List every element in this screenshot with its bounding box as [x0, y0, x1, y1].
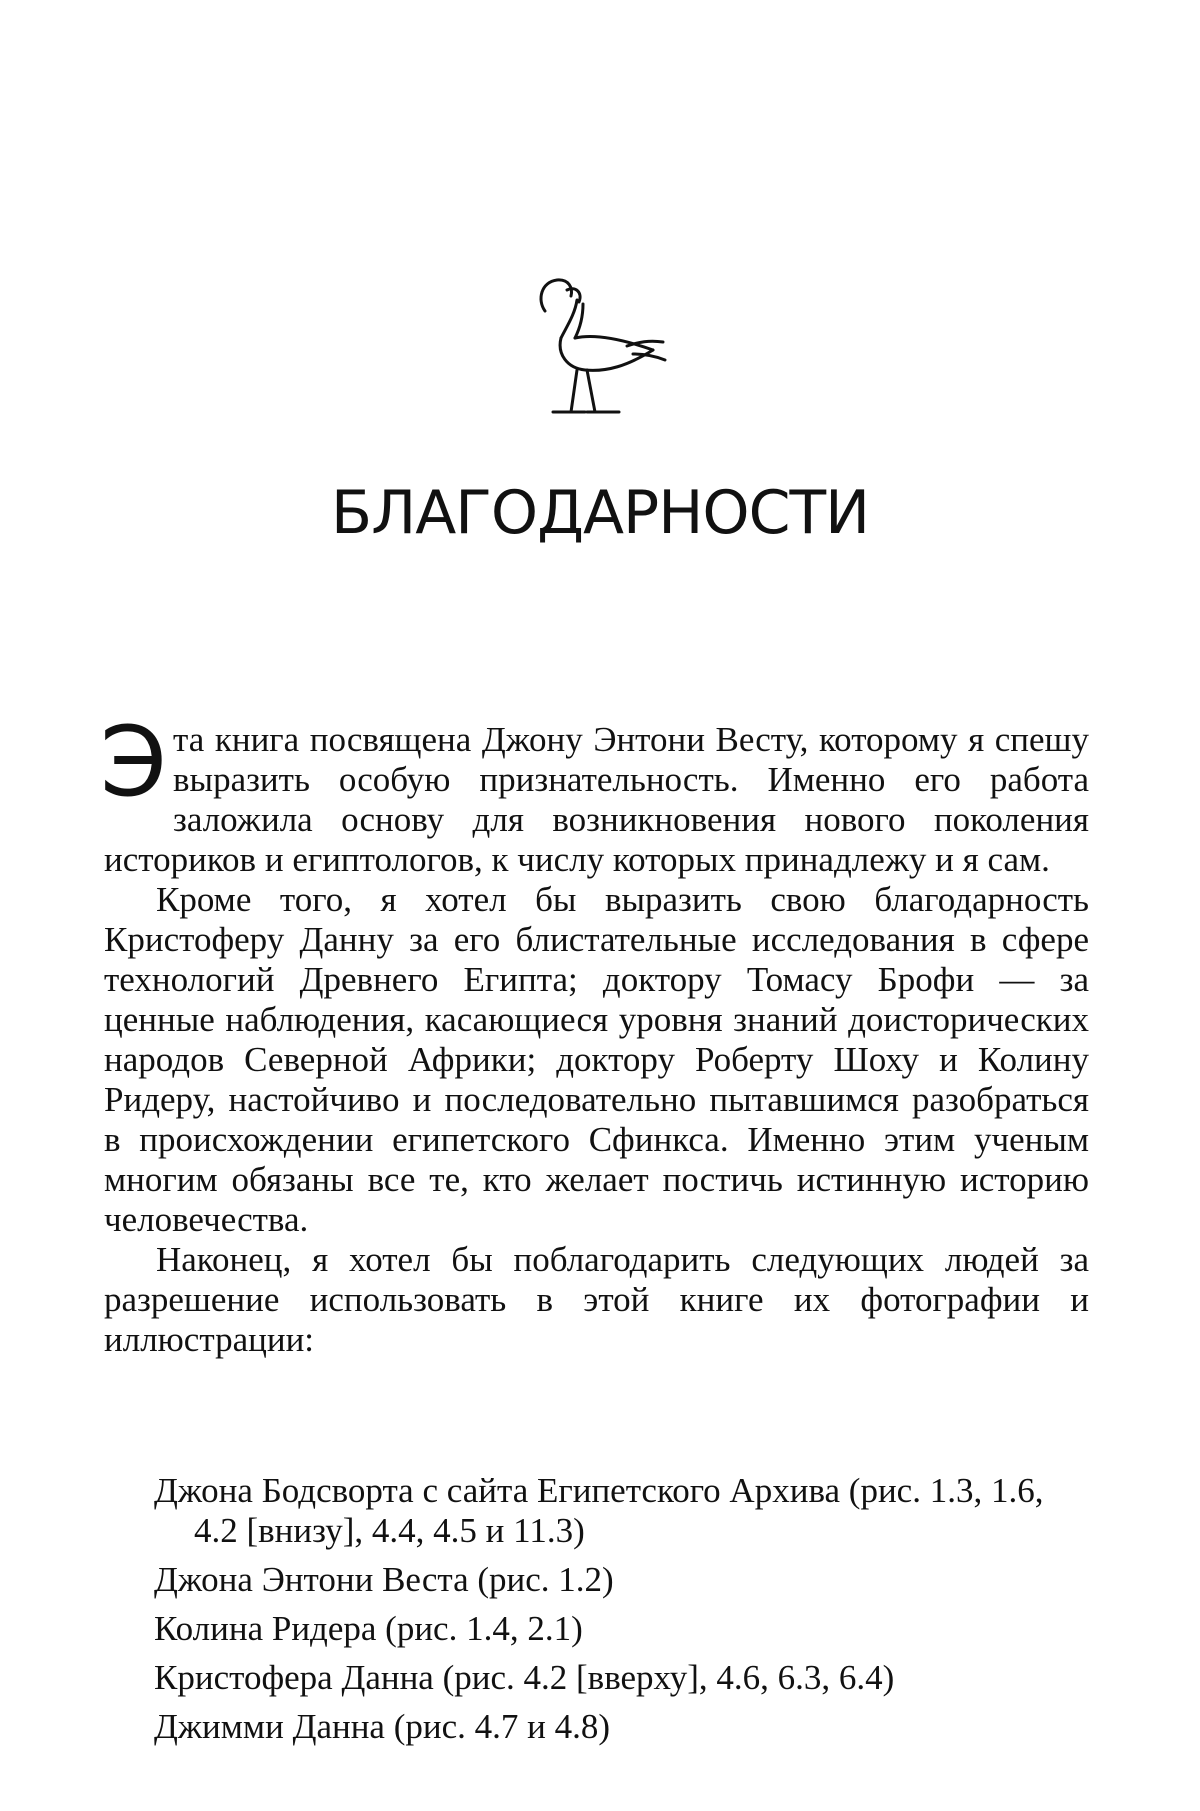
- paragraph-scholars: Кроме того, я хотел бы выразить свою благодарность Кристоферу Данну за его блистательные исследования в сфере технологий Древнего Египта; доктору Томасу Брофи — за ценные наблюдения, касающиеся уровня знаний доисторических народов Северной Африки; доктору Роберту Шоху и Колину Ридеру, настойчиво и последовательно пытавшимся разобраться в происхождении египетского Сфинкса. Именно этим ученым многим обязаны все те, кто желает постичь истинную историю человечества.: [104, 880, 1089, 1239]
- credit-item: Джона Энтони Веста (рис. 1.2): [154, 1560, 614, 1599]
- credit-item: Джона Бодсворта с сайта Египетского Архива (рис. 1.3, 1.6, 4.2 [внизу], 4.4, 4.5 и 11.3): [154, 1471, 1044, 1550]
- paragraph-intro: [100, 706, 1089, 880]
- drop-cap: Э: [100, 706, 168, 818]
- credit-item: Джимми Данна (рис. 4.7 и 4.8): [154, 1707, 611, 1746]
- acknowledgements-text: [100, 706, 1089, 1360]
- page-title: БЛАГОДАРНОСТИ: [330, 478, 869, 548]
- credits-list: [154, 1471, 1089, 1756]
- paragraph-photo-credits: Наконец, я хотел бы поблагодарить следующих людей за разрешение использовать в этой книге их фотографии и иллюстрации:: [104, 1240, 1089, 1359]
- paragraph-intro-text: та книга посвящена Джону Энтони Весту, которому я спешу выразить особую признательность. Именно его работа заложила основу для возникновения нового поколения историков и египтологов, к числу которых принадлежу и я сам.: [104, 720, 1089, 879]
- ibis-icon: [523, 276, 671, 416]
- credit-item: Кристофера Данна (рис. 4.2 [вверху], 4.6, 6.3, 6.4): [154, 1658, 895, 1697]
- credit-item: Колина Ридера (рис. 1.4, 2.1): [154, 1609, 583, 1648]
